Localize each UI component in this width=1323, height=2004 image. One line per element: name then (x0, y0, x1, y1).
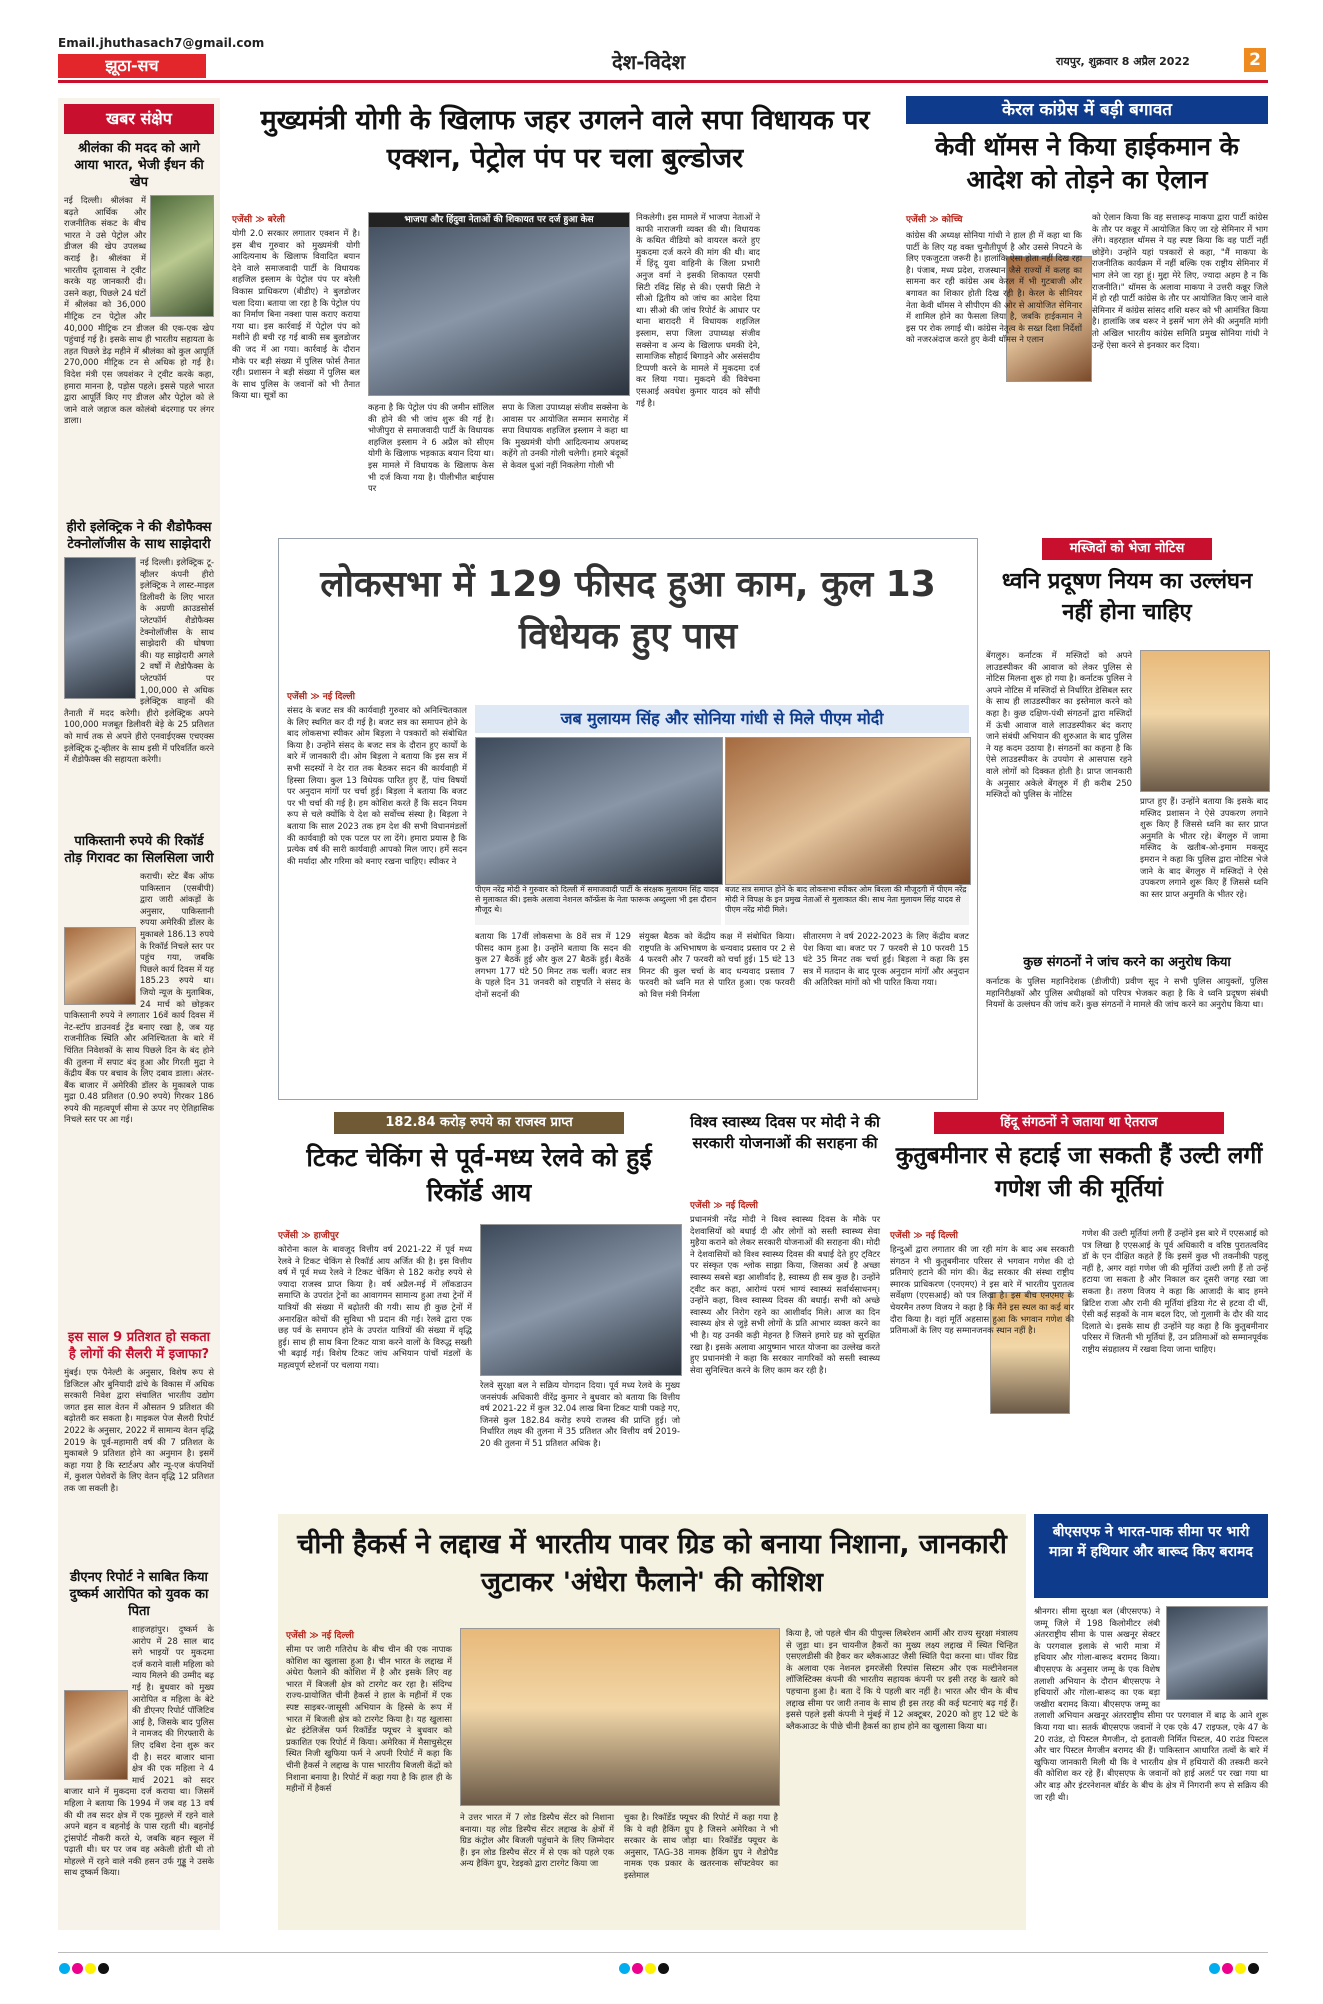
modi-sonia-photo (725, 737, 971, 885)
story-col: कोरोना काल के बावजूद वित्तीय वर्ष 2021-22 में पूर्व मध्य रेलवे ने टिकट चेकिंग से रिकॉर्ड आय अर्जित की है। इस वित्तीय वर्ष में पूर्व मध्य रेलवे ने टिकट चेकिंग से 182 करोड़ रुपये से ज्यादा राजस्व प्राप्त किया है। वर्ष अप्रैल-मई में लॉकडाउन समाप्ति के उपरांत ट्रेनों का आवागमन सामान्य हुआ तथा ट्रेनों में यात्रियों की संख्या में बढ़ोतरी की गयी। साथ ही कुछ ट्रेनों में अनारक्षित कोचों की सुविधा भी प्रदान की गई। रेलवे द्वारा एक छह पर्व के समापन होने के उपरांत यात्रियों की संख्या में वृद्धि हुई। साथ ही साथ बिना टिकट यात्रा करने वालों के विरुद्ध सख्ती भी बढ़ाई गई। विशेष टिकट जांच अभियान पांचों मंडलों के महत्वपूर्ण स्टेशनों पर चलाया गया। (278, 1244, 472, 1370)
story-masjid-notice (986, 538, 1268, 1098)
page-number: 2 (1244, 48, 1266, 72)
story-col: ने उत्तर भारत में 7 लोड डिस्पैच सेंटर को निशाना बनाया। यह लोड डिस्पैच सेंटर लद्दाख के क्षेत्रों में ग्रिड कंट्रोल और बिजली पहुंचाने के लिए जिम्मेदार हैं। इन लोड डिस्पैच सेंटर में से एक को पहले एक अन्य हैकिंग ग्रुप, रेडइको द्वारा टारगेट किया जा (460, 1812, 614, 1869)
story-headline: चीनी हैकर्स ने लद्दाख में भारतीय पावर ग्रिड को बनाया निशाना, जानकारी जुटाकर 'अंधेरा फैलाने' की कोशिश (297, 1529, 1007, 1598)
bulldozer-photo (368, 212, 630, 396)
brand-logo: झूठा-सच (58, 54, 206, 78)
story-yogi-bulldozer (232, 96, 898, 526)
story-col: सपा के जिला उपाध्यक्ष संजीव सक्सेना के आवास पर आयोजित सम्मान समारोह में सपा विधायक शहजिल इस्लाम ने कहा था कि मुख्यमंत्री योगी आदित्यनाथ अपशब्द कहेंगे तो उनकी गोली चलेगी। हमारे बंदूकों से केवल धुआं नहीं निकलेगा गोली भी (502, 402, 628, 470)
brief-body: मुंबई। एफ पैनेल्टी के अनुसार, विशेष रूप से डिजिटल और बुनियादी ढांचे के विकास में अधिक सरकारी निवेश द्वारा संचालित भारतीय उद्योग जगत इस साल वेतन में औसतन 9 प्रतिशत की बढ़ोतरी कर सकता है। माइकल पेज सैलरी रिपोर्ट 2022 के अनुसार, 2022 में सामान्य वेतन वृद्धि 2019 के पूर्व-महामारी वर्ष की 7 प्रतिशत के मुकाबले 9 प्रतिशत होने का अनुमान है। इसमें कहा गया है कि स्टार्टअप और न्यू-एज कंपनियों में, कुशल पेशेवरों के लिए वेतन वृद्धि 12 प्रतिशत तक जा सकती है। (64, 1367, 214, 1493)
story-col: को ऐलान किया कि वह सत्तारूढ़ माकपा द्वारा पार्टी कांग्रेस के तौर पर कन्नूर में आयोजित किए जा रहे सेमिनार में भाग लेंगे। वहरहाल थॉमस ने यह स्पष्ट किया कि वह पार्टी नहीं छोड़ेंगे। उन्होंने यहां पत्रकारों से कहा, "मैं माकपा के राजनीतिक कार्यक्रम में नहीं बल्कि एक राष्ट्रीय सेमिनार में भाग लेने जा रहा हूं। मुद्दा मेरे लिए, ज्यादा अहम है न कि राजनीति।" थॉमस के अलावा माकपा ने उत्तरी कन्नूर जिले में हो रही पार्टी कांग्रेस के तौर पर आयोजित किए जाने वाले सेमिनार में कांग्रेस सांसद शशि थरूर को भी आमंत्रित किया है। हालांकि जब थरूर ने इसमें भाग लेने की अनुमति मांगी तो अखिल भारतीय कांग्रेस समिति प्रमुख सोनिया गांधी ने उन्हें ऐसा करने से इनकार कर दिया। (1092, 212, 1268, 350)
story-col: योगी 2.0 सरकार लगातार एक्शन में है। इस बीच गुरुवार को मुख्यमंत्री योगी आदित्यनाथ के खिलाफ विवादित बयान देने वाले समाजवादी पार्टी के विधायक शहजिल इस्लाम के पेट्रोल पंप पर बरेली विकास प्राधिकरण (बीडीए) ने बुलडोजर चला दिया। बताया जा रहा है कि पेट्रोल पंप का निर्माण बिना नक्शा पास कराए कराया गया था। इस कार्रवाई में पेट्रोल पंप को मशीने ही बची रह गई बाकी सब बुलडोजर की जद में आ गया। कार्रवाई के दौरान मौके पर बड़ी संख्या में पुलिस फोर्स तैनात रही। प्रशासन ने बड़ी संख्या में पुलिस बल के साथ पुलिस के जवानों को भी तैनात किया था। सूत्रों का (232, 228, 360, 401)
story-headline: केवी थॉमस ने किया हाईकमान के आदेश को तोड़ने का ऐलान (935, 132, 1239, 194)
story-col: श्रीनगर। सीमा सुरक्षा बल (बीएसएफ) ने जम्मू जिले में 198 किलोमीटर लंबी अंतरराष्ट्रीय सीमा के पास अखनूर सेक्टर के परगवाल इलाके से भारी मात्रा में हथियार और गोला-बारूद बरामद किया। बीएसएफ के अनुसार जम्मू के एक विशेष तलाशी अभियान के दौरान बीएसएफ ने हथियारों और गोला-बारूद का एक बड़ा जखीरा बरामद किया। बीएसएफ जम्मू का तलाशी अभियान अखनूर अंतरराष्ट्रीय सीमा पर परगवाल में बाढ़ के आने शुरू किया गया था। सतर्क बीएसएफ जवानों ने एक एके 47 राइफल, एके 47 के 20 राउंड, दो पिस्टल मैगजीन, दो इतावली निर्मित पिस्टल, 40 राउंड पिस्टल और चार पिस्टल मैगजीन बरामद की हैं। पाकिस्तान आधारित तत्वों के बारे में खुफिया जानकारी मिली थी कि वे भारतीय क्षेत्र में हथियारों की तस्करी करने की कोशिश कर रहे हैं। बीएसएफ के जवानों को हाई अलर्ट पर रखा गया था और बाड़ और इंटरनेशनल बॉर्डर के बीच के क्षेत्र में निगरानी रूप से सक्रिय की जा रही थी। (1034, 1606, 1268, 1802)
story-col: कर्नाटक के पुलिस महानिदेशक (डीजीपी) प्रवीण सूद ने सभी पुलिस आयुक्तों, पुलिस महानिरीक्षकों और पुलिस अधीक्षकों को परिपत्र भेजकर कहा है कि वे ध्वनि प्रदूषण संबंधी नियमों के उल्लंघन की जांच करें। कुछ संगठनों ने मामले की जांच करने का अनुरोध किया था। (986, 976, 1268, 1010)
story-col: प्राप्त हुए हैं। उन्होंने बताया कि इसके बाद मस्जिद प्रशासन ने ऐसे उपकरण लगाने शुरू किए हैं जिससे ध्वनि का स्तर प्राप्त अनुमति के भीतर रहे। बेंगलुरु में जामा मस्जिद के खतीब-ओ-इमाम मकसूद इमरान ने कहा कि पुलिस द्वारा नोटिस भेजे जाने के बाद बेंगलुरु में मस्जिदों ने ऐसे उपकरण लगाने शुरू किए हैं जिससे ध्वनि का स्तर प्राप्त अनुमति के भीतर रहे। (1140, 796, 1268, 899)
brief-title: पाकिस्तानी रुपये की रिकॉर्ड तोड़ गिरावट का सिलसिला जारी (64, 834, 214, 866)
story-kerala (906, 96, 1268, 526)
photo-strap: जब मुलायम सिंह और सोनिया गांधी से मिले पीएम मोदी (475, 705, 969, 733)
loudspeaker-photo (1140, 650, 1270, 792)
story-qutub-minar (890, 1112, 1268, 1504)
dateline-text: एजेंसी ≫ बरेली (232, 215, 286, 225)
story-loksabha (278, 538, 978, 1100)
brief-srilanka (58, 140, 220, 513)
dateline-text: एजेंसी ≫ नई दिल्ली (890, 1231, 958, 1241)
story-col: कहना है कि पेट्रोल पंप की जमीन सॉलिल की होने की भी जांच शुरू की गई है। भोजीपुरा से समाजवादी पार्टी के विधायक शहजिल इस्लाम ने 6 अप्रैल को सीएम योगी के खिलाफ भड़काऊ बयान दिया था। इस मामले में विधायक के खिलाफ केस भी दर्ज किया गया है। पीलीभीत बाईपास पर (368, 402, 494, 494)
brief-dna (58, 1563, 220, 2004)
masthead-rule (58, 80, 1268, 83)
brief-body: कराची। स्टेट बैंक ऑफ पाकिस्तान (एसबीपी) द्वारा जारी आंकड़ों के अनुसार, पाकिस्तानी रुपया अमेरिकी डॉलर के मुकाबले 186.13 रुपये के रिकॉर्ड निचले स्तर पर पहुंच गया, जबकि पिछले कार्य दिवस में यह 185.23 रुपये था। जियो न्यूज के मुताबिक, 24 मार्च को छोड़कर पाकिस्तानी रुपये ने लगातार 16वें कार्य दिवस में नेट-स्टॉप डाउनवर्ड ट्रेंड बनाए रखा है, जब यह राजनीतिक स्थिति और अनिश्चितता के बारे में चिंतित निवेशकों के साथ पिछले दिन के बंद होने की तुलना में सपाट बंद हुआ और गिरती मुद्रा ने केंद्रीय बैंक पर बचाव के लिए दबाव डाला। अंतर-बैंक बाजार में अमेरिकी डॉलर के मुकाबले पाक मुद्रा 0.48 प्रतिशत (0.90 रुपये) गिरकर 186 रुपये की महत्वपूर्ण सीमा से ऊपर नए ऐतिहासिक निचले स्तर पर आ गई। (64, 871, 214, 1125)
news-brief-sidebar (58, 98, 220, 1930)
story-dateline (906, 212, 1086, 228)
story-col: संसद के बजट सत्र की कार्यवाही गुरुवार को अनिश्चितकाल के लिए स्थगित कर दी गई है। बजट सत्र का समापन होने के बाद लोकसभा स्पीकर ओम बिड़ला ने पत्रकारों को संबोधित किया है। उन्होंने संसद के बजट सत्र के दौरान हुए कार्यों के बारे में जानकारी दी। ओम बिड़ला ने बताया कि इस सत्र में सभी सदस्यों ने देर रात तक बैठकर सदन की कार्यवाही में हिस्सा लिया। कुल 13 विधेयक पारित हुए हैं, पांच विषयों पर अनुदान मांगों पर चर्चा हुई। बिड़ला ने बताया कि बजट पर भी चर्चा की गई है। हम कोशिश करते हैं कि सदन नियम रूप से चले क्योंकि ये देश को सर्वोच्च संस्था है। बिड़ला ने बताया कि साल 2023 तक हम देश की सभी विधानमंडलों की कार्यवाही को एक पटल पर ला देंगे। हमारा प्रयास है कि प्रत्येक वर्ष की सारी कार्यवाही आपको मिल जाए। हमें सदन की मर्यादा और गरिमा को बनाए रखना चाहिए। स्पीकर ने (287, 705, 467, 866)
brief-photo (150, 195, 214, 317)
story-col: गणेश की उल्टी मूर्तियां लगी हैं उन्होंने इस बारे में एएसआई को पत्र लिखा है एएसआई के पूर्व अधिकारी व वरिष्ठ पुरातत्वविद डॉ के एन दीक्षित कहते हैं कि इसमें कुछ भी तकनीकी पहलू नहीं है, अगर वहां गणेश जी की मूर्तियां उल्टी लगी हैं तो उन्हें हटाया जा सकता है और निकाल कर दूसरी जगह रखा जा सकता है। तरुण विजय ने कहा कि आजादी के बाद हमने ब्रिटिश राजा और रानी की मूर्तियां इंडिया गेट से हटवा दी थीं, ऐसी कई सड़कों के नाम बदल दिए, जो गुलामी के दौर की याद दिलाते थे। इसके साथ ही उन्होंने यह कहा है कि कुतुबमीनार परिसर में जितनी भी मूर्तियां हैं, उन प्रतिमाओं को सम्मानपूर्वक राष्ट्रीय संग्रहालय में रखवा दिया जाना चाहिए। (1082, 1228, 1268, 1354)
story-col: निकलेगी। इस मामले में भाजपा नेताओं ने काफी नाराजगी व्यक्त की थी। विधायक के कथित वीडियो को वायरल करते हुए मुकदमा दर्ज करने की मांग की थी। बाद में हिंदू युवा वाहिनी के जिला प्रभारी अनुज वर्मा ने इसकी शिकायत एसपी सिटी रविंद्र सिंह से की। एसपी सिटी ने सीओ द्वितीय को जांच का आदेश दिया था। सीओ की जांच रिपोर्ट के आधार पर थाना बारादरी में विधायक शहजिल इस्लाम, सपा जिला उपाध्यक्ष संजीव सक्सेना व अन्य के खिलाफ धमकी देने, सामाजिक सौहार्द बिगाड़ने और असंसदीय टिप्पणी करने के मामले में मुकदमा दर्ज कर लिया गया। मुकदमे की विवेचना एसआई अवधेश कुमार यादव को सौंपी गई है। (636, 212, 760, 408)
brief-photo (64, 927, 136, 1005)
brief-hero (58, 513, 220, 827)
photo-caption: बजट सत्र समाप्त होने के बाद लोकसभा स्पीकर ओम बिरला की मौजूदगी में पीएम नरेंद्र मोदी ने विपक्ष के इन प्रमुख नेताओं से मुलाकात की। साथ नेता मुलायम सिंह यादव से पीएम नरेंद्र मोदी मिले। (725, 885, 969, 925)
section-title: देश-विदेश (612, 50, 686, 74)
story-col: सीतारमण ने वर्ष 2022-2023 के लिए केंद्रीय बजट पेश किया था। बजट पर 7 फरवरी से 10 फरवरी 15 घंटे 35 मिनट तक चर्चा हुई। बिड़ला ने कहा कि इस सत्र में मतदान के बाद पूरक अनुदान मांगों और अनुदान की अतिरिक्त मांगों को भी पारित किया गया। (803, 931, 969, 988)
color-bar-right (1208, 1959, 1260, 1978)
story-strap: केरल कांग्रेस में बड़ी बगावत (906, 96, 1268, 124)
story-headline: टिकट चेकिंग से पूर्व-मध्य रेलवे को हुई रिकॉर्ड आय (306, 1143, 652, 1207)
story-col: संयुक्त बैठक को केंद्रीय कक्ष में संबोधित किया। राष्ट्रपति के अभिभाषण के धन्यवाद प्रस्ताव पर 2 से 4 फरवरी और 7 फरवरी को चर्चा हुई। 15 घंटे 13 मिनट की कुल चर्चा के बाद धन्यवाद प्रस्ताव 7 फरवरी को ध्वनि मत से पारित हुआ। एक फरवरी को वित्त मंत्री निर्मला (639, 931, 795, 999)
story-headline: ध्वनि प्रदूषण नियम का उल्लंघन नहीं होना चाहिए (1001, 569, 1253, 625)
story-col: हिन्दुओं द्वारा लगातार की जा रही मांग के बाद अब सरकारी संगठन ने भी कुतुबमीनार परिसर से भगवान गणेश की दो प्रतिमाएं हटाने की मांग की। केंद्र सरकार की संस्था राष्ट्रीय स्मारक प्राधिकरण (एनएमए) ने इस बारे में भारतीय पुरातत्व सर्वेक्षण (एएसआई) को पत्र लिखा है। इस बीच एनएमए के चेयरमैन तरुण विजय ने कहा है कि मैंने इस स्थल का कई बार दौरा किया है। वहां मूर्ति अहसास हुआ कि भगवान गणेश की प्रतिमाओं के लिए यह सम्मानजनक स्थान नहीं है। (890, 1244, 1074, 1336)
masthead (0, 0, 1323, 84)
story-col: किया है, जो पहले चीन की पीपुल्स लिबरेशन आर्मी और राज्य सुरक्षा मंत्रालय से जुड़ा था। इन चायनीज हैकरों का मुख्य लक्ष्य लद्दाख में स्थित चिन्हित एसएलडीसी की हैकर कर ब्लैकआउट जैसी स्थिति पैदा करना था। पॉवर ग्रिड के अलावा एक नेशनल इमरजेंसी रिस्पांस सिस्टम और एक मल्टीनेशनल लॉजिस्टिक्स कंपनी की भारतीय सहायक कंपनी पर इसी तरह के खतरे को पहचाना हुआ है। बता दें कि ये पहली बार नहीं है। भारत और चीन के बीच लद्दाख सीमा पर जारी तनाव के साथ ही इस तरह की कई घटनाएं बढ़ गई हैं। इससे पहले इसी कंपनी ने मुंबई में 12 अक्टूबर, 2020 को हुए 12 घंटे के ब्लैकआउट के पीछे चीनी हैकर्स का हाथ होने का खुलासा किया था। (786, 1628, 1018, 1731)
dateline-text: एजेंसी ≫ नई दिल्ली (287, 692, 355, 702)
sidebar-header: खबर संक्षेप (64, 104, 214, 134)
brief-title: श्रीलंका की मदद को आगे आया भारत, भेजी ईंधन की खेप (74, 141, 204, 190)
issue-date: रायपुर, शुक्रवार 8 अप्रैल 2022 (1056, 55, 1190, 68)
brief-body: नई दिल्ली। श्रीलंका में बढ़ते आर्थिक और राजनीतिक संकट के बीच भारत ने उसे पेट्रोल और डीजल की खेप उपलब्ध कराई है। श्रीलंका में भारतीय दूतावास ने ट्वीट करके यह जानकारी दी। उसने कहा, पिछले 24 घंटों में श्रीलंका को 36,000 मीट्रिक टन पेट्रोल और 40,000 मीट्रिक टन डीजल की एक-एक खेप पहुंचाई गई है। इसके साथ ही भारतीय सहायता के तहत पिछले डेढ़ महीने में श्रीलंका को कुल आपूर्ति 270,000 मीट्रिक टन से अधिक हो गई है। विदेश मंत्री एस जयशंकर ने ट्वीट करके कहा, हमारा मानना है, पड़ोस पहले। इससे पहले भारत द्वारा आपूर्ति किए गए डीजल और पेट्रोल को ले जाने वाले जहाज कल कोलंबो बंदरगाह पर लंगर डाला। (64, 195, 214, 426)
brief-photo (64, 1690, 128, 1780)
brief-photo (64, 557, 136, 699)
dateline-text: एजेंसी ≫ हाजीपुर (278, 1231, 339, 1241)
story-dateline (890, 1228, 958, 1244)
weapons-photo (1166, 1606, 1268, 1700)
dateline-text: एजेंसी ≫ नई दिल्ली (286, 1631, 354, 1641)
story-col: चुका है। रिकॉर्डेड फ्यूचर की रिपोर्ट में कहा गया है कि ये वही हैकिंग ग्रुप है जिसने अमेरिका ने भी सरकार के साथ जोड़ा था। रिकॉर्डेड फ्यूचर के अनुसार, TAG-38 नामक हैकिंग ग्रुप ने शैडोपैड नामक एक प्रकार के खतरनाक सॉफ्टवेयर का इस्तेमाल (624, 1812, 778, 1880)
brief-title: हीरो इलेक्ट्रिक ने की शैडोफैक्स टेक्नोलॉजीस के साथ साझेदारी (66, 520, 212, 552)
story-headline: विश्व स्वास्थ्य दिवस पर मोदी ने की सरकारी योजनाओं की सराहना की (690, 1113, 880, 1152)
story-col: कांग्रेस की अध्यक्ष सोनिया गांधी ने हाल ही में कहा था कि पार्टी के लिए यह वक्त चुनौतीपूर्ण है और उससे निपटने के लिए एकजुटता जरूरी है। हालांकि ऐसा होता नहीं दिख रहा है। पंजाब, मध्य प्रदेश, राजस्थान जैसे राज्यों में कलह का सामना कर रही कांग्रेस अब केरल में भी गुटबाजी और बगावत का शिकार होती दिख रही है। केरल के सीनियर नेता केवी थॉमस ने सीपीएम की ओर से आयोजित सेमिनार में शामिल होने का फैसला लिया है, जबकि हाईकमान ने इस पर रोक लगाई थी। कांग्रेस नेतृत्व के सख्त दिशा निर्देशों को नजरअंदाज करते हुए केवी थॉमस ने एलान (906, 230, 1082, 345)
story-strap: 182.84 करोड़ रुपये का राजस्व प्राप्त (334, 1112, 624, 1134)
story-headline: लोकसभा में 129 फीसद हुआ काम, कुल 13 विधेयक हुए पास (320, 564, 936, 657)
story-col: प्रधानमंत्री नरेंद्र मोदी ने विश्व स्वास्थ्य दिवस के मौके पर देशवासियों को बधाई दी और लोगों को सस्ती स्वास्थ्य सेवा मुहैया कराने को लेकर सरकारी योजनाओं की सराहना की। मोदी ने देशवासियों को विश्व स्वास्थ्य दिवस की बधाई देते हुए ट्विटर पर संस्कृत एक श्लोक साझा किया, जिसका अर्थ है अच्छा स्वास्थ्य सबसे बड़ा आशीर्वाद है, स्वास्थ्य ही सब कुछ है। उन्होंने ट्वीट कर कहा, आरोग्यं परमं भाग्यं स्वास्थ्यं सर्वार्थसाधनम्। उन्होंने कहा, विश्व स्वास्थ्य दिवस की बधाई। सभी को अच्छे स्वास्थ्य और निरोग रहने का आशीर्वाद मिले। आज का दिन स्वास्थ्य क्षेत्र से जुड़े सभी लोगों के प्रति आभार व्यक्त करने का भी है। यह उनकी कड़ी मेहनत है जिसने हमारे ग्रह को सुरक्षित रखा है। इसके अलावा आयुष्मान भारत योजना का उल्लेख करते हुए प्रधानमंत्री ने कहा कि सरकार नागरिकों को सस्ती स्वास्थ्य सेवा सुनिश्चित करने के लिए काम कर रही है। (690, 1214, 880, 1375)
color-bar-left (58, 1959, 110, 1978)
story-col: बताया कि 17वीं लोकसभा के 8वें सत्र में 129 फीसद काम हुआ है। उन्होंने बताया कि सदन की कुल 27 बैठकें हुई और कुल 27 बैठकें हुईं। बैठकें लगभग 177 घंटे 50 मिनट तक चलीं। बजट सत्र के पहले दिन 31 जनवरी को राष्ट्रपति ने संसद के दोनों सदनों की (475, 931, 631, 999)
color-bar-center (618, 1959, 670, 1978)
power-grid-photo (460, 1628, 780, 1806)
story-headline: मुख्यमंत्री योगी के खिलाफ जहर उगलने वाले सपा विधायक पर एक्शन, पेट्रोल पंप पर चला बुल्डोजर (260, 105, 870, 174)
dateline-text: एजेंसी ≫ नई दिल्ली (690, 1201, 758, 1211)
brief-pak-rupee (58, 827, 220, 1323)
story-dateline (278, 1228, 339, 1244)
story-headline: बीएसएफ ने भारत-पाक सीमा पर भारी मात्रा में हथियार और बारूद किए बरामद (1034, 1514, 1268, 1598)
brief-title: डीएनए रिपोर्ट ने साबित किया दुष्कर्म आरोपित को युवक का पिता (69, 1570, 209, 1619)
story-col: सीमा पर जारी गतिरोध के बीच चीन की एक नापाक कोशिश का खुलासा हुआ है। चीन भारत के लद्दाख में अंधेरा फैलाने की कोशिश में है और इसके लिए वह भारत में बिजली क्षेत्र को टारगेट कर रहा है। संदिग्ध राज्य-प्रायोजित चीनी हैकर्स ने हाल के महीनों में एक स्पष्ट साइबर-जासूसी अभियान के हिस्से के रूप में भारत में बिजली क्षेत्र को टारगेट किया है। यह खुलासा थ्रेट इंटेलिजेंस फर्म रिकॉर्डेड फ्यूचर ने बुधवार को प्रकाशित एक रिपोर्ट में किया। अमेरिका में मैसाचुसेट्स स्थित निजी खुफिया फर्म ने अपनी रिपोर्ट में कहा कि चीनी हैकर्स ने लद्दाख के पास भारतीय बिजली केंद्रों को निशाना बनाया है। रिपोर्ट में कहा गया है कि हाल ही के महीनों में हैकर्स (286, 1644, 452, 1794)
story-world-health-day (690, 1112, 880, 1504)
brief-salary (58, 1323, 220, 1563)
story-strap: मस्जिदों को भेजा नोटिस (1042, 538, 1212, 560)
story-headline: कुतुबमीनार से हटाई जा सकती हैं उल्टी लगीं गणेश जी की मूर्तियां (895, 1143, 1263, 1202)
story-dateline (286, 1628, 354, 1644)
modi-mulayam-photo (475, 737, 723, 885)
story-dateline (232, 212, 360, 518)
dateline-text: एजेंसी ≫ कोच्चि (906, 215, 963, 225)
story-chinese-hackers (278, 1514, 1026, 1930)
brief-body: शाहजहांपुर। दुष्कर्म के आरोप में 28 साल बाद सगे भाइयों पर मुकदमा दर्ज कराने वाली महिला को न्याय मिलने की उम्मीद बढ़ गई है। बुधवार को मुख्य आरोपित व महिला के बेटे की डीएनए रिपोर्ट पॉजिटिव आई है, जिसके बाद पुलिस ने नामजद की गिरफ्तारी के लिए दबिश देना शुरू कर दी है। सदर बाजार थाना क्षेत्र की एक महिला ने 4 मार्च 2021 को सदर बाजार थाने में मुकदमा दर्ज कराया था। जिसमें महिला ने बताया कि 1994 में जब वह 13 वर्ष की थी तब सदर क्षेत्र में एक मुहल्ले में रहने वाले अपने बहन व बहनोई के पास रहती थी। बहनोई ट्रांसपोर्ट नौकरी करते थे, जबकि बहन स्कूल में पढ़ाती थी। घर पर जब वह अकेली होती थी तो मोहल्ले में रहने वाले नकी हसन उर्फ गुड्डू ने उसके साथ दुष्कर्म किया। (64, 1624, 214, 1878)
footer-registration-marks (58, 1952, 1268, 1973)
story-bsf-seizure (1034, 1514, 1268, 1930)
story-col: बेंगलुरु। कर्नाटक में मस्जिदों को अपने लाउडस्पीकर की आवाज को लेकर पुलिस से नोटिस मिलना शुरू हो गया है। कर्नाटक पुलिस ने अपने नोटिस में मस्जिदों से निर्धारित डेसिबल स्तर के साथ ही लाउडस्पीकर का इस्तेमाल करने को कहा है। कुछ दक्षिण-पंथी संगठनों द्वारा मस्जिदों में ऊंची आवाज वाले लाउडस्पीकर बंद कराए जाने संबंधी अभियान की शुरुआत के बाद पुलिस ने यह कदम उठाया है। संगठनों का कहना है कि ऐसे लाउडस्पीकर के उपयोग से आसपास रहने वाले लोगों को दिक्कत होती है। प्राप्त जानकारी के अनुसार अकेले बेंगलुरु में ही करीब 250 मस्जिदों को पुलिस के नोटिस (986, 650, 1132, 800)
story-railway (278, 1112, 680, 1504)
photo-caption: भाजपा और हिंदुवा नेताओं की शिकायत पर दर्ज हुआ केस (369, 213, 629, 227)
subheading: कुछ संगठनों ने जांच करने का अनुरोध किया (1023, 955, 1231, 970)
brief-body: नई दिल्ली। इलेक्ट्रिक टू-व्हीलर कंपनी हीरो इलेक्ट्रिक ने लास्ट-माइल डिलीवरी के लिए भारत के अग्रणी क्राउडसोर्स प्लेटफॉर्म शैडोफैक्स टेक्नोलॉजीस के साथ साझेदारी की घोषणा की। यह साझेदारी अगले 2 वर्षों में शैडोफैक्स के प्लेटफॉर्म पर 1,00,000 से अधिक इलेक्ट्रिक वाहनों की तैनाती में मदद करेगी। हीरो इलेक्ट्रिक अपने 100,000 मजबूत डिलीवरी बेड़े के 25 प्रतिशत को मार्च तक से अपने हीरो एनवाईएक्स एचएक्स इलेक्ट्रिक टू-व्हीलर के साथ इसी में परिवर्तित करने में शैडोफैक्स की सहायता करेगी। (64, 557, 214, 765)
story-dateline (287, 689, 355, 705)
photo-caption: पीएम नरेंद्र मोदी ने गुरुवार को दिल्ली में समाजवादी पार्टी के संरक्षक मुलायम सिंह यादव से मुलाकात की। इसके अलावा नेशनल कॉन्फ्रेंस के नेता फारूक अब्दुल्ला भी इस दौरान मौजूद थे। (475, 885, 721, 925)
brief-title: इस साल 9 प्रतिशत हो सकता है लोगों की सैलरी में इजाफा? (67, 1330, 211, 1362)
story-strap: हिंदू संगठनों ने जताया था ऐतराज (934, 1112, 1224, 1134)
story-col: रेलवे सुरक्षा बल ने सक्रिय योगदान दिया। पूर्व मध्य रेलवे के मुख्य जनसंपर्क अधिकारी वीरेंद्र कुमार ने बुधवार को बताया कि वित्तीय वर्ष 2021-22 में कुल 32.04 लाख बिना टिकट यात्री पकड़े गए, जिनसे कुल 182.84 करोड़ रुपये राजस्व की प्राप्ति हुई। जो निर्धारित लक्ष्य की तुलना में 35 प्रतिशत और वित्तीय वर्ष 2019-20 की तुलना में 51 प्रतिशत अधिक है। (480, 1380, 680, 1448)
email-text: Email.jhuthasach7@gmail.com (58, 36, 265, 50)
train-photo (480, 1224, 682, 1376)
